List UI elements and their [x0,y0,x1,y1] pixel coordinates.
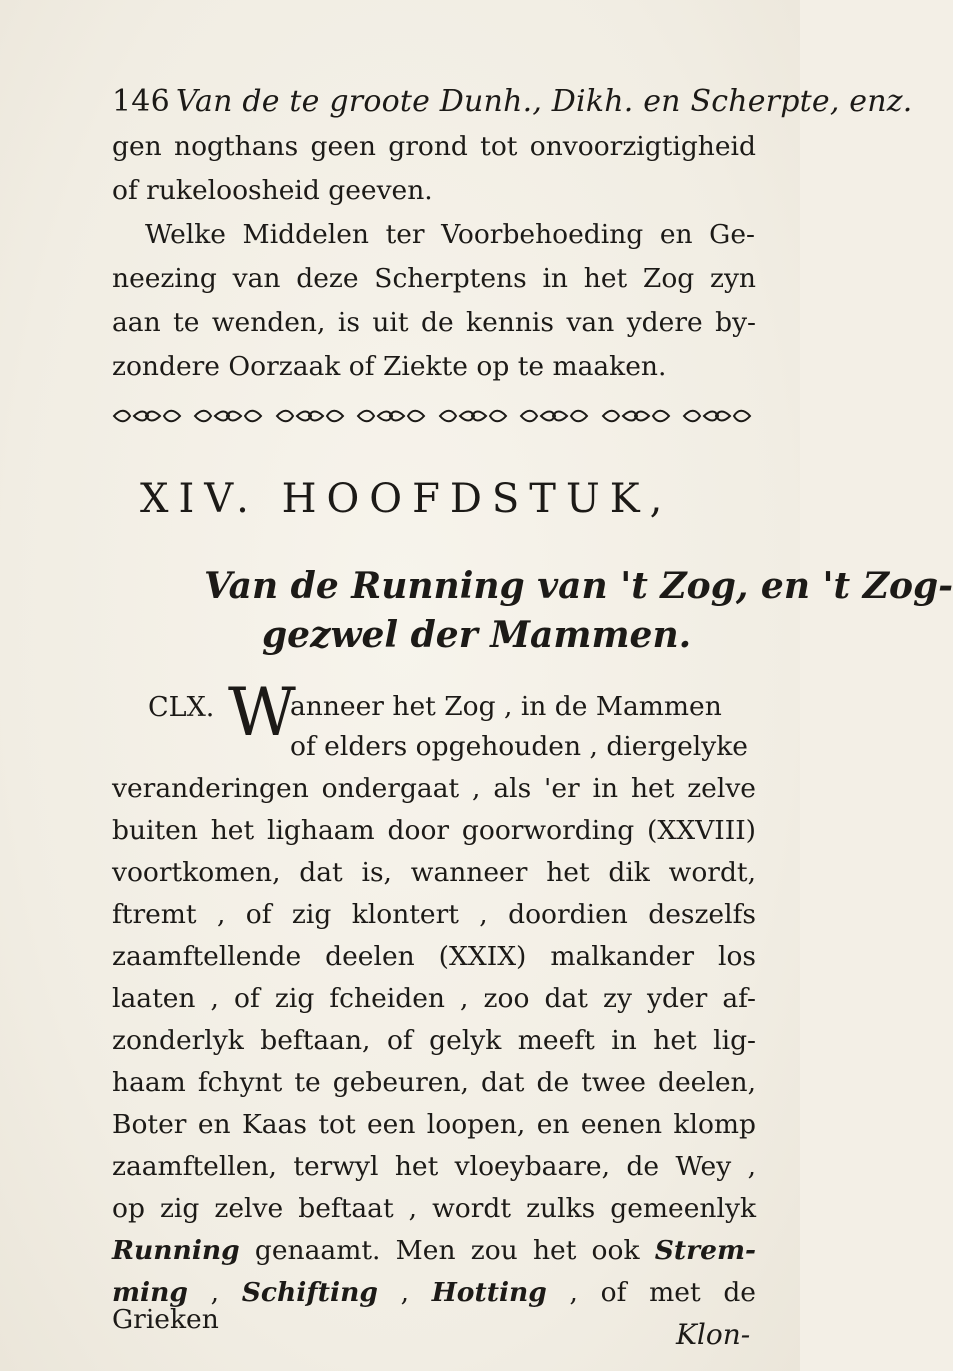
section-number: CLX. [148,692,215,723]
term-stremming: Strem- [654,1235,756,1266]
chapter-subtitle-line-2: gezwel der Mammen. [262,614,692,656]
ornament-unit-icon [193,408,263,424]
running-title: Van de te groote Dunh., Dikh. en Scherpte, enz. [175,84,913,119]
section-line-5: voortkomen, dat is, wanneer het dik wordt, [112,857,756,888]
section-line-14-text: genaamt. Men zou het ook [239,1235,655,1266]
chapter-subtitle-line-1: Van de Running van 't Zog, en 't Zog- [204,565,953,607]
term-stremming-cont: ming [112,1277,188,1308]
section-line-15-text: , of met de Grieken [112,1277,756,1335]
section-line-1: anneer het Zog , in de Mammen [290,691,722,722]
section-line-12: zaamftellen, terwyl het vloeybaare, de Wey , [112,1151,756,1182]
ornament-unit-icon [519,408,589,424]
term-running: Running [112,1235,240,1266]
section-line-14 [112,1235,756,1266]
section-line-9: zonderlyk beftaan, of gelyk meeft in het lig- [112,1025,756,1056]
intro-line-6: zondere Oorzaak of Ziekte op te maaken. [112,351,667,382]
ornament-unit-icon [601,408,671,424]
page-number: 146 [112,84,170,119]
drop-cap: W [228,674,296,751]
ornament-unit-icon [112,408,182,424]
intro-line-4: neezing van deze Scherptens in het Zog zyn [112,263,756,294]
section-line-6: ftremt , of zig klontert , doordien deszelfs [112,899,756,930]
comma-sep: , [377,1277,432,1308]
ornament-unit-icon [682,408,752,424]
term-hotting: Hotting [431,1277,547,1308]
section-line-8: laaten , of zig fcheiden , zoo dat zy yder af- [112,983,756,1014]
section-line-11: Boter en Kaas tot een loopen, en eenen klomp [112,1109,756,1140]
ornament-unit-icon [356,408,426,424]
intro-line-5: aan te wenden, is uit de kennis van ydere by- [112,307,756,338]
catchword: Klon- [676,1318,751,1351]
section-line-10: haam fchynt te gebeuren, dat de twee deelen, [112,1067,756,1098]
comma-sep: , [187,1277,242,1308]
intro-line-3: Welke Middelen ter Voorbehoeding en Ge- [145,219,755,250]
section-line-7: zaamftellende deelen (XXIX) malkander los [112,941,756,972]
section-line-2: of elders opgehouden , diergelyke [290,731,748,762]
term-schifting: Schifting [241,1277,378,1308]
ornament-unit-icon [438,408,508,424]
section-line-3: veranderingen ondergaat , als 'er in het zelve [112,773,756,804]
section-line-13: op zig zelve beftaat , wordt zulks gemeenlyk [112,1193,756,1224]
chapter-heading: XIV. HOOFDSTUK, [140,476,673,522]
ornament-unit-icon [275,408,345,424]
ornamental-divider [112,405,752,427]
running-header [112,84,913,119]
intro-line-2: of rukeloosheid geeven. [112,175,433,206]
intro-line-1: gen nogthans geen grond tot onvoorzigtigheid [112,131,756,162]
section-line-4: buiten het lighaam door goorwording (XXVIII) [112,815,756,846]
